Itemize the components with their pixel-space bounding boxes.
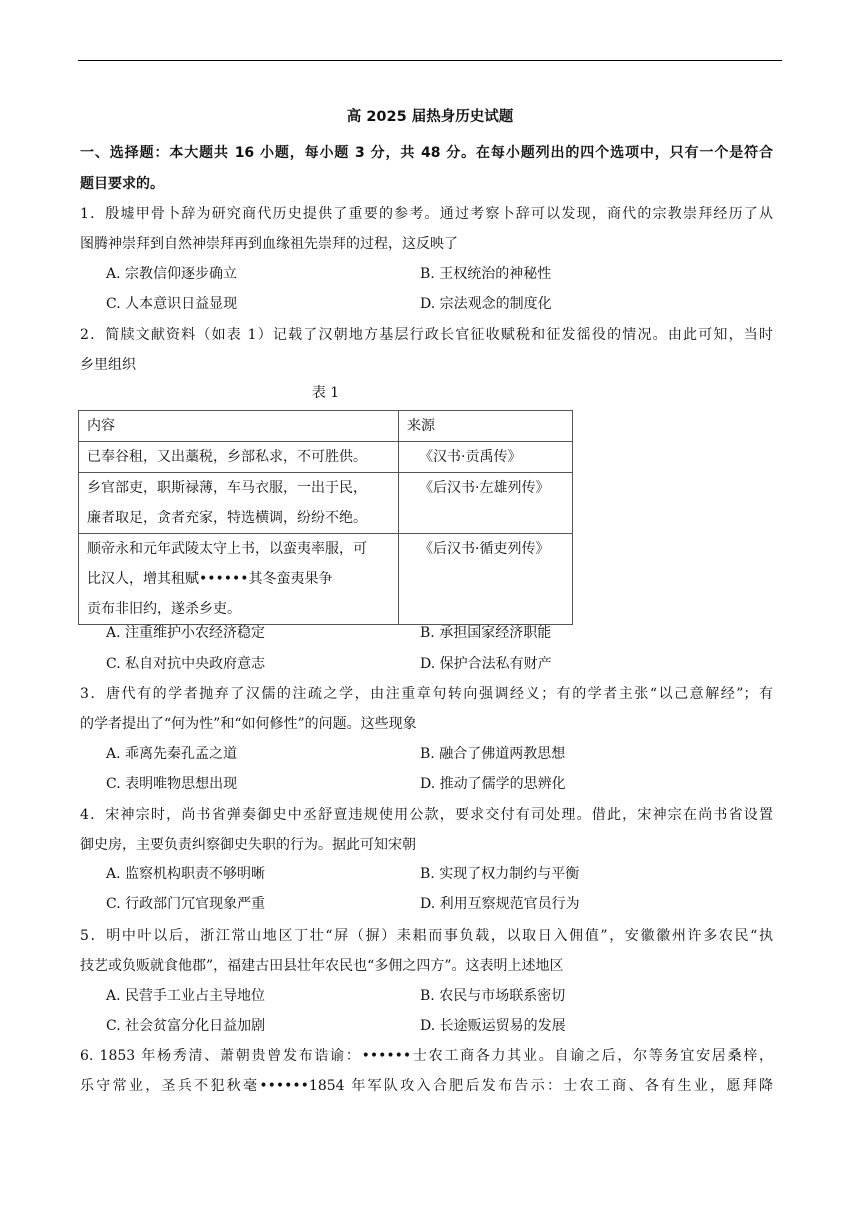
table-header-content: 内容 [79, 411, 399, 442]
table-row [79, 442, 573, 473]
q6-stem-line-1: 6. 1853 年杨秀清、萧朝贵曾发布诰谕：••••••士农工商各力其业。自谕之后，尔等务宜安居桑梓， [80, 1048, 773, 1064]
q5-stem-line-2: 技艺或负贩就食他郡”，福建古田县壮年农民也“多佣之四方”。这表明上述地区 [80, 958, 564, 974]
q2-option-d: D. 保护合法私有财产 [420, 656, 552, 672]
q2-stem-line-1: 2．简牍文献资料（如表 1）记载了汉朝地方基层行政长官征收赋税和征发徭役的情况。由此可知，当时 [80, 327, 773, 343]
q4-option-c: C. 行政部门冗官现象严重 [106, 896, 266, 912]
table-cell-content [79, 442, 399, 473]
q1-option-d: D. 宗法观念的制度化 [420, 296, 552, 312]
q3-option-a: A. 乖离先秦孔孟之道 [106, 746, 238, 762]
table-header-row [79, 411, 573, 442]
q5-option-d: D. 长途贩运贸易的发展 [420, 1018, 566, 1034]
q2-option-b: B. 承担国家经济职能 [420, 625, 552, 641]
q4-stem-line-1: 4．宋神宗时，尚书省弹奏御史中丞舒亶违规使用公款，要求交付有司处理。借此，宋神宗在尚书省设置 [80, 807, 773, 823]
q2-option-a: A. 注重维护小农经济稳定 [106, 625, 266, 641]
cell-line: 贡布非旧约，遂杀乡吏。 [87, 601, 241, 617]
cell-line: 比汉人，增其租赋••••••其冬蛮夷果争 [87, 571, 333, 587]
q6-stem-line-2: 乐守常业，圣兵不犯秋毫••••••1854 年军队攻入合肥后发布告示：士农工商、各有生业，愿拜降 [80, 1078, 773, 1094]
table-cell-content [79, 473, 399, 534]
header-rule [78, 60, 782, 61]
q1-option-c: C. 人本意识日益显现 [106, 296, 238, 312]
q5-option-a: A. 民营手工业占主导地位 [106, 988, 266, 1004]
cell-line: 顺帝永和元年武陵太守上书，以蛮夷率服，可 [87, 541, 367, 557]
table-cell-source: 《汉书·贡禹传》 [399, 442, 573, 473]
cell-line: 廉者取足，贪者充家，特选横调，纷纷不绝。 [87, 510, 367, 526]
section-heading-line-2: 题目要求的。 [80, 176, 164, 192]
q3-stem-line-2: 的学者提出了“何为性”和“如何修性”的问题。这些现象 [80, 716, 417, 732]
q3-option-d: D. 推动了儒学的思辨化 [420, 776, 566, 792]
q4-stem-line-2: 御史房，主要负责纠察御史失职的行为。据此可知宋朝 [80, 837, 416, 853]
q5-option-c: C. 社会贫富分化日益加剧 [106, 1018, 266, 1034]
page-title: 高 2025 届热身历史试题 [346, 109, 514, 125]
table-cell-source: 《后汉书·左雄列传》 [399, 473, 573, 534]
q1-option-a: A. 宗教信仰逐步确立 [106, 266, 238, 282]
q3-stem-line-1: 3．唐代有的学者抛弃了汉儒的注疏之学，由注重章句转向强调经义；有的学者主张“以己意解经”；有 [80, 686, 773, 702]
q2-option-c: C. 私自对抗中央政府意志 [106, 656, 266, 672]
q4-option-b: B. 实现了权力制约与平衡 [420, 866, 580, 882]
q3-option-c: C. 表明唯物思想出现 [106, 776, 238, 792]
source-table [78, 410, 573, 625]
q1-stem-line-1: 1．殷墟甲骨卜辞为研究商代历史提供了重要的参考。通过考察卜辞可以发现，商代的宗教崇拜经历了从 [80, 206, 773, 222]
q1-stem-line-2: 图腾神崇拜到自然神崇拜再到血缘祖先崇拜的过程，这反映了 [80, 236, 458, 252]
q3-option-b: B. 融合了佛道两教思想 [420, 746, 566, 762]
q5-option-b: B. 农民与市场联系密切 [420, 988, 566, 1004]
table-row [79, 473, 573, 534]
q4-option-a: A. 监察机构职责不够明晰 [106, 866, 266, 882]
cell-line: 乡官部吏，职斯禄薄，车马衣服，一出于民， [87, 480, 367, 496]
section-heading-line-1: 一、选择题：本大题共 16 小题，每小题 3 分，共 48 分。在每小题列出的四个选项中，只有一个是符合 [80, 145, 773, 161]
table-cell-source: 《后汉书·循吏列传》 [399, 534, 573, 625]
table-row [79, 534, 573, 625]
table-cell-content [79, 534, 399, 625]
cell-line: 已奉谷租，又出藁税，乡部私求，不可胜供。 [87, 449, 367, 465]
table-caption: 表 1 [311, 385, 340, 401]
q1-option-b: B. 王权统治的神秘性 [420, 266, 552, 282]
q2-stem-line-2: 乡里组织 [80, 357, 136, 373]
table-header-source: 来源 [399, 411, 573, 442]
q4-option-d: D. 利用互察规范官员行为 [420, 896, 580, 912]
q5-stem-line-1: 5．明中叶以后，浙江常山地区丁壮“屏（摒）耒耜而事负载，以取日入佣值”，安徽徽州许多农民“执 [80, 928, 773, 944]
